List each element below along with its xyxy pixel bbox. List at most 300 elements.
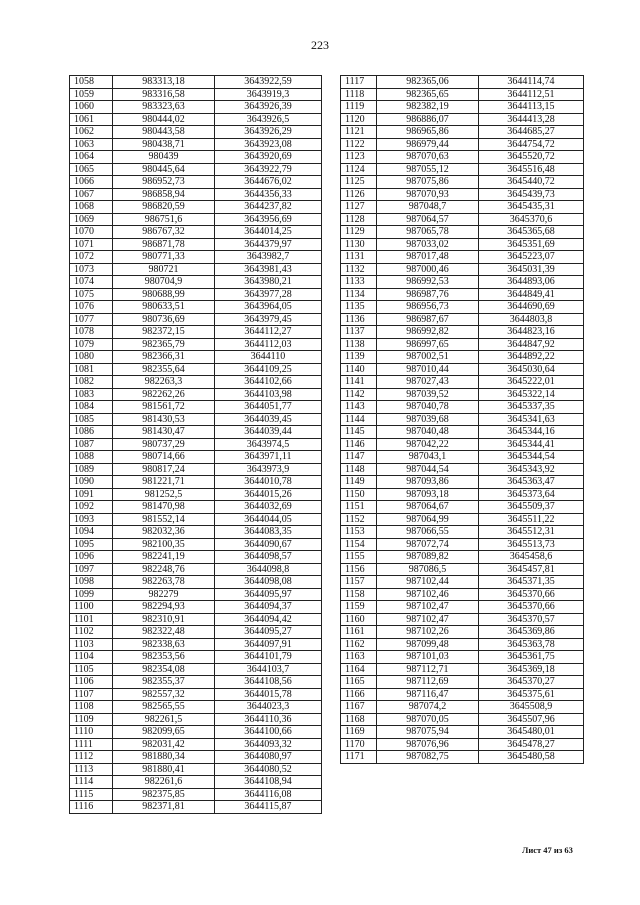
point-number-cell: 1109 bbox=[70, 713, 113, 726]
x-coordinate-cell: 986987,76 bbox=[377, 288, 479, 301]
point-number-cell: 1111 bbox=[70, 738, 113, 751]
point-number-cell: 1159 bbox=[341, 601, 377, 614]
table-row bbox=[70, 351, 322, 364]
x-coordinate-cell: 981552,14 bbox=[113, 513, 215, 526]
x-coordinate-cell: 987064,99 bbox=[377, 513, 479, 526]
table-row bbox=[70, 176, 322, 189]
x-coordinate-cell: 982365,65 bbox=[377, 88, 479, 101]
point-number-cell: 1108 bbox=[70, 701, 113, 714]
y-coordinate-cell: 3645511,22 bbox=[479, 513, 584, 526]
x-coordinate-cell: 986956,73 bbox=[377, 301, 479, 314]
point-number-cell: 1097 bbox=[70, 563, 113, 576]
table-row bbox=[341, 588, 584, 601]
x-coordinate-cell: 982353,56 bbox=[113, 651, 215, 664]
table-row bbox=[70, 738, 322, 751]
y-coordinate-cell: 3643971,11 bbox=[215, 451, 322, 464]
table-row bbox=[341, 326, 584, 339]
x-coordinate-cell: 981470,98 bbox=[113, 501, 215, 514]
y-coordinate-cell: 3644110 bbox=[215, 351, 322, 364]
x-coordinate-cell: 986992,53 bbox=[377, 276, 479, 289]
point-number-cell: 1142 bbox=[341, 388, 377, 401]
x-coordinate-cell: 980438,71 bbox=[113, 138, 215, 151]
x-coordinate-cell: 982032,36 bbox=[113, 526, 215, 539]
point-number-cell: 1112 bbox=[70, 751, 113, 764]
x-coordinate-cell: 987082,75 bbox=[377, 751, 479, 764]
y-coordinate-cell: 3645513,73 bbox=[479, 538, 584, 551]
table-row bbox=[341, 151, 584, 164]
point-number-cell: 1150 bbox=[341, 488, 377, 501]
point-number-cell: 1058 bbox=[70, 76, 113, 89]
table-row bbox=[70, 138, 322, 151]
y-coordinate-cell: 3643982,7 bbox=[215, 251, 322, 264]
y-coordinate-cell: 3643977,28 bbox=[215, 288, 322, 301]
y-coordinate-cell: 3645351,69 bbox=[479, 238, 584, 251]
point-number-cell: 1110 bbox=[70, 726, 113, 739]
table-row bbox=[341, 476, 584, 489]
table-row bbox=[70, 363, 322, 376]
x-coordinate-cell: 986992,82 bbox=[377, 326, 479, 339]
point-number-cell: 1113 bbox=[70, 763, 113, 776]
table-row bbox=[341, 738, 584, 751]
point-number-cell: 1083 bbox=[70, 388, 113, 401]
table-row bbox=[341, 176, 584, 189]
point-number-cell: 1114 bbox=[70, 776, 113, 789]
y-coordinate-cell: 3644823,16 bbox=[479, 326, 584, 339]
point-number-cell: 1066 bbox=[70, 176, 113, 189]
x-coordinate-cell: 981880,41 bbox=[113, 763, 215, 776]
point-number-cell: 1089 bbox=[70, 463, 113, 476]
point-number-cell: 1120 bbox=[341, 113, 377, 126]
table-row bbox=[341, 551, 584, 564]
table-row bbox=[70, 301, 322, 314]
x-coordinate-cell: 987070,63 bbox=[377, 151, 479, 164]
table-row bbox=[70, 226, 322, 239]
y-coordinate-cell: 3645370,66 bbox=[479, 601, 584, 614]
y-coordinate-cell: 3645457,81 bbox=[479, 563, 584, 576]
x-coordinate-cell: 982262,26 bbox=[113, 388, 215, 401]
y-coordinate-cell: 3645370,57 bbox=[479, 613, 584, 626]
point-number-cell: 1106 bbox=[70, 676, 113, 689]
point-number-cell: 1099 bbox=[70, 588, 113, 601]
x-coordinate-cell: 987074,2 bbox=[377, 701, 479, 714]
point-number-cell: 1136 bbox=[341, 313, 377, 326]
y-coordinate-cell: 3644754,72 bbox=[479, 138, 584, 151]
table-row bbox=[341, 263, 584, 276]
y-coordinate-cell: 3644098,57 bbox=[215, 551, 322, 564]
y-coordinate-cell: 3644116,08 bbox=[215, 788, 322, 801]
x-coordinate-cell: 987048,7 bbox=[377, 201, 479, 214]
y-coordinate-cell: 3644039,45 bbox=[215, 413, 322, 426]
table-row bbox=[341, 601, 584, 614]
y-coordinate-cell: 3645223,07 bbox=[479, 251, 584, 264]
y-coordinate-cell: 3644098,08 bbox=[215, 576, 322, 589]
point-number-cell: 1076 bbox=[70, 301, 113, 314]
point-number-cell: 1125 bbox=[341, 176, 377, 189]
x-coordinate-cell: 987093,86 bbox=[377, 476, 479, 489]
y-coordinate-cell: 3645344,41 bbox=[479, 438, 584, 451]
y-coordinate-cell: 3644237,82 bbox=[215, 201, 322, 214]
x-coordinate-cell: 980736,69 bbox=[113, 313, 215, 326]
y-coordinate-cell: 3644103,7 bbox=[215, 663, 322, 676]
table-row bbox=[70, 276, 322, 289]
x-coordinate-cell: 987072,74 bbox=[377, 538, 479, 551]
y-coordinate-cell: 3645030,64 bbox=[479, 363, 584, 376]
x-coordinate-cell: 987086,5 bbox=[377, 563, 479, 576]
point-number-cell: 1061 bbox=[70, 113, 113, 126]
point-number-cell: 1117 bbox=[341, 76, 377, 89]
x-coordinate-cell: 983323,63 bbox=[113, 101, 215, 114]
point-number-cell: 1078 bbox=[70, 326, 113, 339]
point-number-cell: 1092 bbox=[70, 501, 113, 514]
x-coordinate-cell: 987044,54 bbox=[377, 463, 479, 476]
point-number-cell: 1115 bbox=[70, 788, 113, 801]
point-number-cell: 1144 bbox=[341, 413, 377, 426]
x-coordinate-cell: 987070,05 bbox=[377, 713, 479, 726]
table-row bbox=[341, 226, 584, 239]
point-number-cell: 1107 bbox=[70, 688, 113, 701]
x-coordinate-cell: 987076,96 bbox=[377, 738, 479, 751]
point-number-cell: 1098 bbox=[70, 576, 113, 589]
y-coordinate-cell: 3645478,27 bbox=[479, 738, 584, 751]
table-row bbox=[70, 188, 322, 201]
x-coordinate-cell: 986871,78 bbox=[113, 238, 215, 251]
table-row bbox=[70, 376, 322, 389]
y-coordinate-cell: 3644112,27 bbox=[215, 326, 322, 339]
table-row bbox=[70, 401, 322, 414]
table-row bbox=[70, 651, 322, 664]
point-number-cell: 1157 bbox=[341, 576, 377, 589]
x-coordinate-cell: 987102,47 bbox=[377, 601, 479, 614]
table-row bbox=[70, 726, 322, 739]
table-row bbox=[70, 126, 322, 139]
table-row bbox=[341, 726, 584, 739]
point-number-cell: 1118 bbox=[341, 88, 377, 101]
point-number-cell: 1153 bbox=[341, 526, 377, 539]
x-coordinate-cell: 982354,08 bbox=[113, 663, 215, 676]
point-number-cell: 1093 bbox=[70, 513, 113, 526]
point-number-cell: 1103 bbox=[70, 638, 113, 651]
table-row bbox=[341, 713, 584, 726]
table-row bbox=[341, 301, 584, 314]
y-coordinate-cell: 3645344,16 bbox=[479, 426, 584, 439]
table-row bbox=[70, 576, 322, 589]
table-row bbox=[341, 351, 584, 364]
x-coordinate-cell: 987075,94 bbox=[377, 726, 479, 739]
x-coordinate-cell: 981561,72 bbox=[113, 401, 215, 414]
x-coordinate-cell: 987010,44 bbox=[377, 363, 479, 376]
y-coordinate-cell: 3644108,94 bbox=[215, 776, 322, 789]
point-number-cell: 1069 bbox=[70, 213, 113, 226]
point-number-cell: 1152 bbox=[341, 513, 377, 526]
table-row bbox=[341, 88, 584, 101]
point-number-cell: 1086 bbox=[70, 426, 113, 439]
coordinates-table-right bbox=[340, 75, 584, 764]
table-row bbox=[70, 676, 322, 689]
point-number-cell: 1087 bbox=[70, 438, 113, 451]
y-coordinate-cell: 3645516,48 bbox=[479, 163, 584, 176]
y-coordinate-cell: 3644051,77 bbox=[215, 401, 322, 414]
x-coordinate-cell: 986767,32 bbox=[113, 226, 215, 239]
table-row bbox=[341, 701, 584, 714]
table-row bbox=[70, 163, 322, 176]
x-coordinate-cell: 982338,63 bbox=[113, 638, 215, 651]
y-coordinate-cell: 3643923,08 bbox=[215, 138, 322, 151]
y-coordinate-cell: 3644113,15 bbox=[479, 101, 584, 114]
x-coordinate-cell: 982099,65 bbox=[113, 726, 215, 739]
point-number-cell: 1072 bbox=[70, 251, 113, 264]
table-row bbox=[341, 613, 584, 626]
y-coordinate-cell: 3644023,3 bbox=[215, 701, 322, 714]
x-coordinate-cell: 982248,76 bbox=[113, 563, 215, 576]
point-number-cell: 1128 bbox=[341, 213, 377, 226]
point-number-cell: 1168 bbox=[341, 713, 377, 726]
y-coordinate-cell: 3643979,45 bbox=[215, 313, 322, 326]
table-row bbox=[70, 338, 322, 351]
table-row bbox=[341, 663, 584, 676]
y-coordinate-cell: 3645343,92 bbox=[479, 463, 584, 476]
x-coordinate-cell: 981252,5 bbox=[113, 488, 215, 501]
y-coordinate-cell: 3644039,44 bbox=[215, 426, 322, 439]
x-coordinate-cell: 986987,67 bbox=[377, 313, 479, 326]
y-coordinate-cell: 3645440,72 bbox=[479, 176, 584, 189]
y-coordinate-cell: 3645507,96 bbox=[479, 713, 584, 726]
y-coordinate-cell: 3645363,78 bbox=[479, 638, 584, 651]
x-coordinate-cell: 981430,47 bbox=[113, 426, 215, 439]
table-row bbox=[341, 513, 584, 526]
table-row bbox=[341, 376, 584, 389]
y-coordinate-cell: 3645370,66 bbox=[479, 588, 584, 601]
x-coordinate-cell: 982263,78 bbox=[113, 576, 215, 589]
x-coordinate-cell: 982365,79 bbox=[113, 338, 215, 351]
table-row bbox=[70, 326, 322, 339]
table-row bbox=[70, 151, 322, 164]
y-coordinate-cell: 3645439,73 bbox=[479, 188, 584, 201]
y-coordinate-cell: 3645222,01 bbox=[479, 376, 584, 389]
point-number-cell: 1154 bbox=[341, 538, 377, 551]
y-coordinate-cell: 3645344,54 bbox=[479, 451, 584, 464]
x-coordinate-cell: 987000,46 bbox=[377, 263, 479, 276]
y-coordinate-cell: 3644849,41 bbox=[479, 288, 584, 301]
point-number-cell: 1116 bbox=[70, 801, 113, 814]
table-row bbox=[70, 88, 322, 101]
point-number-cell: 1141 bbox=[341, 376, 377, 389]
point-number-cell: 1063 bbox=[70, 138, 113, 151]
point-number-cell: 1071 bbox=[70, 238, 113, 251]
table-row bbox=[341, 451, 584, 464]
table-row bbox=[70, 501, 322, 514]
point-number-cell: 1077 bbox=[70, 313, 113, 326]
table-row bbox=[341, 751, 584, 764]
table-row bbox=[341, 626, 584, 639]
point-number-cell: 1064 bbox=[70, 151, 113, 164]
x-coordinate-cell: 982279 bbox=[113, 588, 215, 601]
x-coordinate-cell: 982355,37 bbox=[113, 676, 215, 689]
y-coordinate-cell: 3644893,06 bbox=[479, 276, 584, 289]
y-coordinate-cell: 3644044,05 bbox=[215, 513, 322, 526]
point-number-cell: 1131 bbox=[341, 251, 377, 264]
point-number-cell: 1091 bbox=[70, 488, 113, 501]
x-coordinate-cell: 987039,68 bbox=[377, 413, 479, 426]
table-row bbox=[341, 676, 584, 689]
y-coordinate-cell: 3644094,42 bbox=[215, 613, 322, 626]
table-row bbox=[70, 426, 322, 439]
point-number-cell: 1158 bbox=[341, 588, 377, 601]
table-row bbox=[70, 488, 322, 501]
x-coordinate-cell: 980721 bbox=[113, 263, 215, 276]
point-number-cell: 1162 bbox=[341, 638, 377, 651]
y-coordinate-cell: 3643956,69 bbox=[215, 213, 322, 226]
x-coordinate-cell: 987116,47 bbox=[377, 688, 479, 701]
y-coordinate-cell: 3644095,97 bbox=[215, 588, 322, 601]
x-coordinate-cell: 980817,24 bbox=[113, 463, 215, 476]
table-row bbox=[70, 201, 322, 214]
table-row bbox=[70, 551, 322, 564]
y-coordinate-cell: 3645375,61 bbox=[479, 688, 584, 701]
y-coordinate-cell: 3644413,28 bbox=[479, 113, 584, 126]
point-number-cell: 1122 bbox=[341, 138, 377, 151]
point-number-cell: 1127 bbox=[341, 201, 377, 214]
y-coordinate-cell: 3645365,68 bbox=[479, 226, 584, 239]
table-row bbox=[341, 126, 584, 139]
y-coordinate-cell: 3645480,58 bbox=[479, 751, 584, 764]
point-number-cell: 1102 bbox=[70, 626, 113, 639]
y-coordinate-cell: 3644095,27 bbox=[215, 626, 322, 639]
y-coordinate-cell: 3643922,79 bbox=[215, 163, 322, 176]
x-coordinate-cell: 982372,15 bbox=[113, 326, 215, 339]
x-coordinate-cell: 987112,69 bbox=[377, 676, 479, 689]
x-coordinate-cell: 982100,35 bbox=[113, 538, 215, 551]
table-row bbox=[70, 101, 322, 114]
y-coordinate-cell: 3644100,66 bbox=[215, 726, 322, 739]
y-coordinate-cell: 3645371,35 bbox=[479, 576, 584, 589]
table-row bbox=[70, 451, 322, 464]
x-coordinate-cell: 987039,52 bbox=[377, 388, 479, 401]
y-coordinate-cell: 3644356,33 bbox=[215, 188, 322, 201]
table-row bbox=[70, 588, 322, 601]
x-coordinate-cell: 987027,43 bbox=[377, 376, 479, 389]
y-coordinate-cell: 3644015,78 bbox=[215, 688, 322, 701]
y-coordinate-cell: 3644685,27 bbox=[479, 126, 584, 139]
table-row bbox=[341, 563, 584, 576]
point-number-cell: 1085 bbox=[70, 413, 113, 426]
point-number-cell: 1094 bbox=[70, 526, 113, 539]
point-number-cell: 1140 bbox=[341, 363, 377, 376]
x-coordinate-cell: 987043,1 bbox=[377, 451, 479, 464]
table-row bbox=[70, 538, 322, 551]
table-row bbox=[341, 651, 584, 664]
x-coordinate-cell: 980704,9 bbox=[113, 276, 215, 289]
x-coordinate-cell: 986997,65 bbox=[377, 338, 479, 351]
point-number-cell: 1070 bbox=[70, 226, 113, 239]
table-row bbox=[70, 263, 322, 276]
table-row bbox=[70, 713, 322, 726]
y-coordinate-cell: 3644101,79 bbox=[215, 651, 322, 664]
table-row bbox=[341, 113, 584, 126]
y-coordinate-cell: 3645031,39 bbox=[479, 263, 584, 276]
y-coordinate-cell: 3644080,52 bbox=[215, 763, 322, 776]
table-row bbox=[70, 213, 322, 226]
y-coordinate-cell: 3645458,6 bbox=[479, 551, 584, 564]
table-row bbox=[341, 201, 584, 214]
x-coordinate-cell: 987040,78 bbox=[377, 401, 479, 414]
point-number-cell: 1161 bbox=[341, 626, 377, 639]
point-number-cell: 1151 bbox=[341, 501, 377, 514]
x-coordinate-cell: 980737,29 bbox=[113, 438, 215, 451]
x-coordinate-cell: 986965,86 bbox=[377, 126, 479, 139]
x-coordinate-cell: 980633,51 bbox=[113, 301, 215, 314]
y-coordinate-cell: 3643981,43 bbox=[215, 263, 322, 276]
point-number-cell: 1074 bbox=[70, 276, 113, 289]
x-coordinate-cell: 980445,64 bbox=[113, 163, 215, 176]
point-number-cell: 1101 bbox=[70, 613, 113, 626]
table-row bbox=[70, 463, 322, 476]
point-number-cell: 1132 bbox=[341, 263, 377, 276]
y-coordinate-cell: 3644080,97 bbox=[215, 751, 322, 764]
y-coordinate-cell: 3645512,31 bbox=[479, 526, 584, 539]
point-number-cell: 1164 bbox=[341, 663, 377, 676]
table-row bbox=[341, 388, 584, 401]
y-coordinate-cell: 3643973,9 bbox=[215, 463, 322, 476]
table-row bbox=[341, 488, 584, 501]
x-coordinate-cell: 982366,31 bbox=[113, 351, 215, 364]
point-number-cell: 1147 bbox=[341, 451, 377, 464]
x-coordinate-cell: 980439 bbox=[113, 151, 215, 164]
y-coordinate-cell: 3643926,29 bbox=[215, 126, 322, 139]
y-coordinate-cell: 3645361,75 bbox=[479, 651, 584, 664]
point-number-cell: 1165 bbox=[341, 676, 377, 689]
point-number-cell: 1148 bbox=[341, 463, 377, 476]
table-row bbox=[341, 188, 584, 201]
point-number-cell: 1146 bbox=[341, 438, 377, 451]
table-row bbox=[70, 313, 322, 326]
point-number-cell: 1130 bbox=[341, 238, 377, 251]
point-number-cell: 1060 bbox=[70, 101, 113, 114]
table-row bbox=[341, 576, 584, 589]
table-row bbox=[341, 501, 584, 514]
y-coordinate-cell: 3643920,69 bbox=[215, 151, 322, 164]
y-coordinate-cell: 3644010,78 bbox=[215, 476, 322, 489]
point-number-cell: 1119 bbox=[341, 101, 377, 114]
y-coordinate-cell: 3644109,25 bbox=[215, 363, 322, 376]
table-row bbox=[341, 638, 584, 651]
point-number-cell: 1124 bbox=[341, 163, 377, 176]
y-coordinate-cell: 3645509,37 bbox=[479, 501, 584, 514]
point-number-cell: 1073 bbox=[70, 263, 113, 276]
point-number-cell: 1163 bbox=[341, 651, 377, 664]
table-row bbox=[341, 238, 584, 251]
table-row bbox=[70, 638, 322, 651]
table-row bbox=[70, 388, 322, 401]
x-coordinate-cell: 982355,64 bbox=[113, 363, 215, 376]
point-number-cell: 1075 bbox=[70, 288, 113, 301]
point-number-cell: 1081 bbox=[70, 363, 113, 376]
x-coordinate-cell: 987112,71 bbox=[377, 663, 479, 676]
x-coordinate-cell: 982261,6 bbox=[113, 776, 215, 789]
x-coordinate-cell: 982382,19 bbox=[377, 101, 479, 114]
table-row bbox=[341, 463, 584, 476]
x-coordinate-cell: 987040,48 bbox=[377, 426, 479, 439]
y-coordinate-cell: 3644014,25 bbox=[215, 226, 322, 239]
table-row bbox=[341, 426, 584, 439]
point-number-cell: 1160 bbox=[341, 613, 377, 626]
point-number-cell: 1090 bbox=[70, 476, 113, 489]
point-number-cell: 1059 bbox=[70, 88, 113, 101]
table-row bbox=[70, 413, 322, 426]
x-coordinate-cell: 986751,6 bbox=[113, 213, 215, 226]
point-number-cell: 1167 bbox=[341, 701, 377, 714]
table-row bbox=[70, 513, 322, 526]
x-coordinate-cell: 987102,44 bbox=[377, 576, 479, 589]
